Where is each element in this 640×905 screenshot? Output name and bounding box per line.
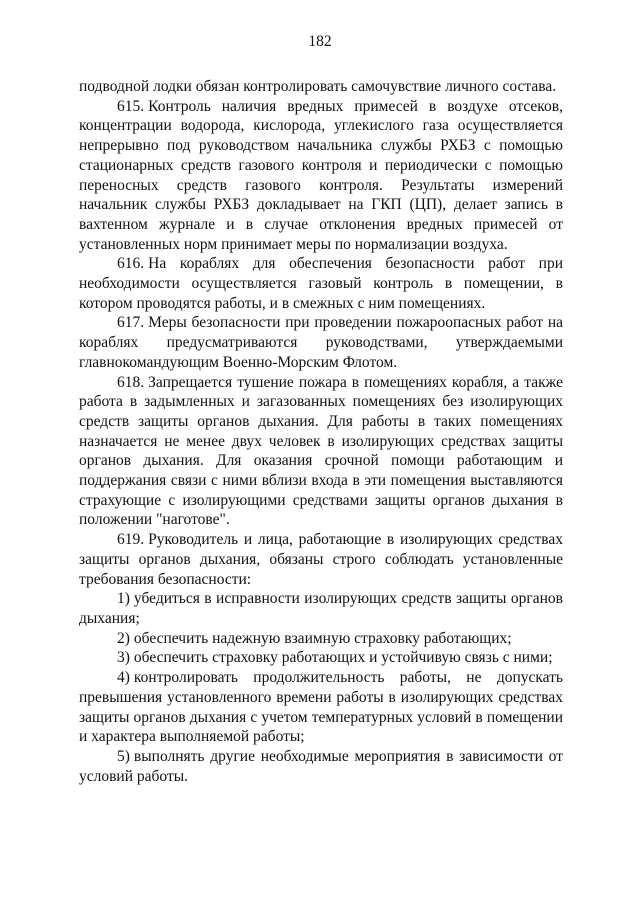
paragraph-617	[79, 313, 563, 372]
paragraph-number: 618.	[117, 373, 145, 391]
paragraph-616	[79, 254, 563, 313]
list-item-number: 1)	[117, 590, 130, 608]
document-body	[79, 77, 563, 786]
paragraph-text: Контроль наличия вредных примесей в воздухе отсеков, концентрации водорода, кислорода, углекислого газа осуществляется непрерывно под руководством начальника службы РХБЗ с помощью стационарных средств газового контроля и периодически с помощью переносных средств газового контроля. Результаты измерений начальник службы РХБЗ докладывает на ГКП (ЦП), делает запись в вахтенном журнале и в случае отклонения вредных примесей от установленных норм принимает меры по нормализации воздуха.	[79, 97, 563, 253]
paragraph-text: На кораблях для обеспечения безопасности работ при необходимости осуществляется газовый контроль в помещении, в котором проводятся работы, и в смежных с ним помещениях.	[79, 255, 563, 312]
paragraph-text: подводной лодки обязан контролировать самочувствие личного состава.	[79, 78, 557, 95]
paragraph-615	[79, 97, 563, 255]
list-item-number: 4)	[117, 669, 130, 687]
list-item-text: обеспечить страховку работающих и устойчивую связь с ними;	[133, 649, 553, 667]
paragraph-text: Меры безопасности при проведении пожароопасных работ на кораблях предусматриваются руководствами, утверждаемыми главнокомандующим Военно-Морским Флотом.	[79, 314, 563, 371]
paragraph-number: 616.	[117, 255, 145, 273]
list-item-5	[79, 747, 563, 786]
paragraph-618	[79, 373, 563, 531]
paragraph-number: 617.	[117, 314, 145, 332]
paragraph-number: 615.	[117, 97, 145, 115]
paragraph-text: Запрещается тушение пожара в помещениях корабля, а также работа в задымленных и загазованных помещениях без изолирующих средств защиты органов дыхания. Для работы в таких помещениях назначается не менее двух человек в изолирующих средствах защиты органов дыхания. Для оказания срочной помощи работающим и поддержания связи с ними вблизи входа в эти помещения выставляются страхующие с изолирующими средствами защиты органов дыхания в положении "наготове".	[79, 373, 563, 529]
list-item-1	[79, 589, 563, 628]
list-item-number: 5)	[117, 747, 130, 765]
list-item-text: выполнять другие необходимые мероприятия в зависимости от условий работы.	[79, 747, 563, 785]
list-item-text: обеспечить надежную взаимную страховку работающих;	[133, 629, 512, 647]
page-number: 182	[308, 33, 332, 50]
list-item-number: 3)	[117, 649, 130, 667]
list-item-number: 2)	[117, 629, 130, 647]
list-item-4	[79, 668, 563, 747]
paragraph-text: Руководитель и лица, работающие в изолирующих средствах защиты органов дыхания, обязаны строго соблюдать установленные требования безопасности:	[79, 531, 563, 588]
paragraph-number: 619.	[117, 531, 145, 549]
list-item-3	[79, 648, 563, 668]
list-item-text: контролировать продолжительность работы, не допускать превышения установленного времени работы в изолирующих средствах защиты органов дыхания с учетом температурных условий в помещении и характера выполняемой работы;	[79, 669, 563, 746]
list-item-2	[79, 629, 563, 649]
paragraph-continuation	[79, 77, 563, 97]
paragraph-619	[79, 530, 563, 589]
list-item-text: убедиться в исправности изолирующих средств защиты органов дыхания;	[79, 590, 563, 627]
